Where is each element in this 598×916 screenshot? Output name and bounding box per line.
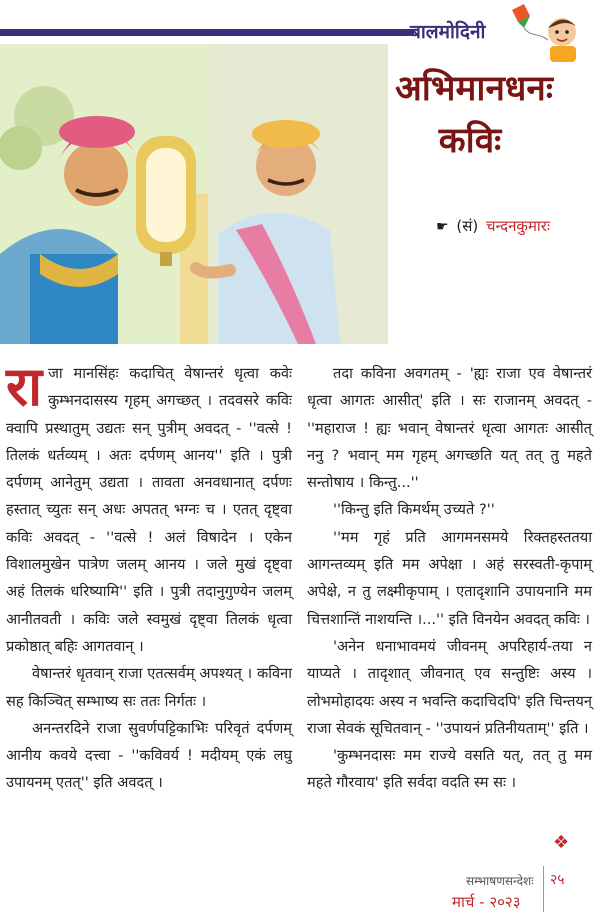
paragraph xyxy=(6,355,292,660)
header-bar xyxy=(0,29,414,36)
page-number: २५ xyxy=(550,872,565,888)
paragraph: तदा कविना अवगतम् - 'ह्यः राजा एव वेषान्तरं धृत्वा आगतः आसीत्' इति । सः राजानम् अवदत् - ''महाराज ! ह्यः भवान् वेषान्तरं धृत्वा आगतः आसीत् ननु ? भवान् मम गृहम् अगच्छति यत् तत् तु महते सन्तोषाय । किन्तु...'' xyxy=(307,365,592,492)
flower-ornament-icon: ❖ xyxy=(553,832,570,853)
paragraph: ''मम गृहं प्रति आगमनसमये रिक्तहस्ततया आगन्तव्यम् इति मम अपेक्षा । अहं सरस्वती-कृपाम् अपेक्षे, न तु लक्ष्मीकृपाम् । एतादृशानि उपायनानि मम चित्तशान्तिं नाशयन्ति ।...'' इति विनयेन अवदत् कविः । xyxy=(307,528,592,628)
paragraph: 'अनेन धनाभावमयं जीवनम् अपरिहार्य-तया न याप्यते । तादृशात् जीवनात् एव सन्तुष्टिः अस्य । लोभमोहादयः अस्य न भवन्ति कदाचिदपि' इति चिन्तयन् राजा सेवकं सूचितवान् - ''उपायनं प्रतिनीयताम्'' इति । xyxy=(307,637,592,737)
footer-divider xyxy=(543,866,544,912)
author-name: चन्दनकुमारः xyxy=(485,217,550,235)
drop-cap: रा xyxy=(6,355,43,418)
section-label: बालमोदिनी xyxy=(410,21,486,43)
author-prefix: (सं) xyxy=(456,217,479,235)
kite-boy-illustration xyxy=(504,4,596,62)
paragraph: 'कुम्भनदासः मम राज्ये वसति यत्, तत् तु मम महते गौरवाय' इति सर्वदा वदति स्म सः । xyxy=(307,747,592,792)
paragraph: ''किन्तु इति किमर्थम् उच्यते ?'' xyxy=(333,501,495,519)
author-credit xyxy=(436,216,550,236)
paragraph: अनन्तरदिने राजा सुवर्णपट्टिकाभिः परिवृतं दर्पणम् आनीय कवये दत्त्वा - ''कविवर्य ! मदीयम् एकं लघु उपायनम् एतत्'' इति अवदत् । xyxy=(6,719,292,792)
story-title-line1: अभिमानधनः xyxy=(395,69,553,109)
story-title-line2: कविः xyxy=(438,121,502,161)
pointing-hand-icon: ☛ xyxy=(436,219,449,235)
footer-date: मार्च - २०२३ xyxy=(452,893,521,911)
paragraph-text: जा मानसिंहः कदाचित् वेषान्तरं धृत्वा कवेः कुम्भनदासस्य गृहम् अगच्छत् । तदवसरे कविः क्वापि प्रस्थातुम् उद्यतः सन् पुत्रीम् अवदत् - ''वत्से ! तिलकं धर्तव्यम् । अतः दर्पणम् आनय'' इति । पुत्री दर्पणम् आनेतुम् उद्यता । तावता अनवधानात् दर्पणः हस्तात् च्युतः सन् अधः अपतत् भग्नः च । एतत् दृष्ट्वा कविः अवदत् - ''वत्से ! अलं विषादेन । एकेन विशालमुखेन पात्रेण जलम् आनय । जले मुखं दृष्ट्वा अहं तिलकं धरिष्यामि'' इति । पुत्री तदानुगुण्येन जलम् आनीतवती । कविः जले स्वमुखं दृष्ट्वा तिलकं धृत्वा प्रकोष्ठात् बहिः आगतवान् । xyxy=(6,365,292,655)
story-illustration xyxy=(0,44,388,344)
story-column-right xyxy=(307,360,592,797)
paragraph: वेषान्तरं धृतवान् राजा एतत्सर्वम् अपश्यत् । कविना सह किञ्चित् सम्भाष्य सः ततः निर्गतः । xyxy=(6,665,292,710)
footer-magazine-name: सम्भाषणसन्देशः xyxy=(466,874,534,888)
story-column-left xyxy=(6,355,292,797)
